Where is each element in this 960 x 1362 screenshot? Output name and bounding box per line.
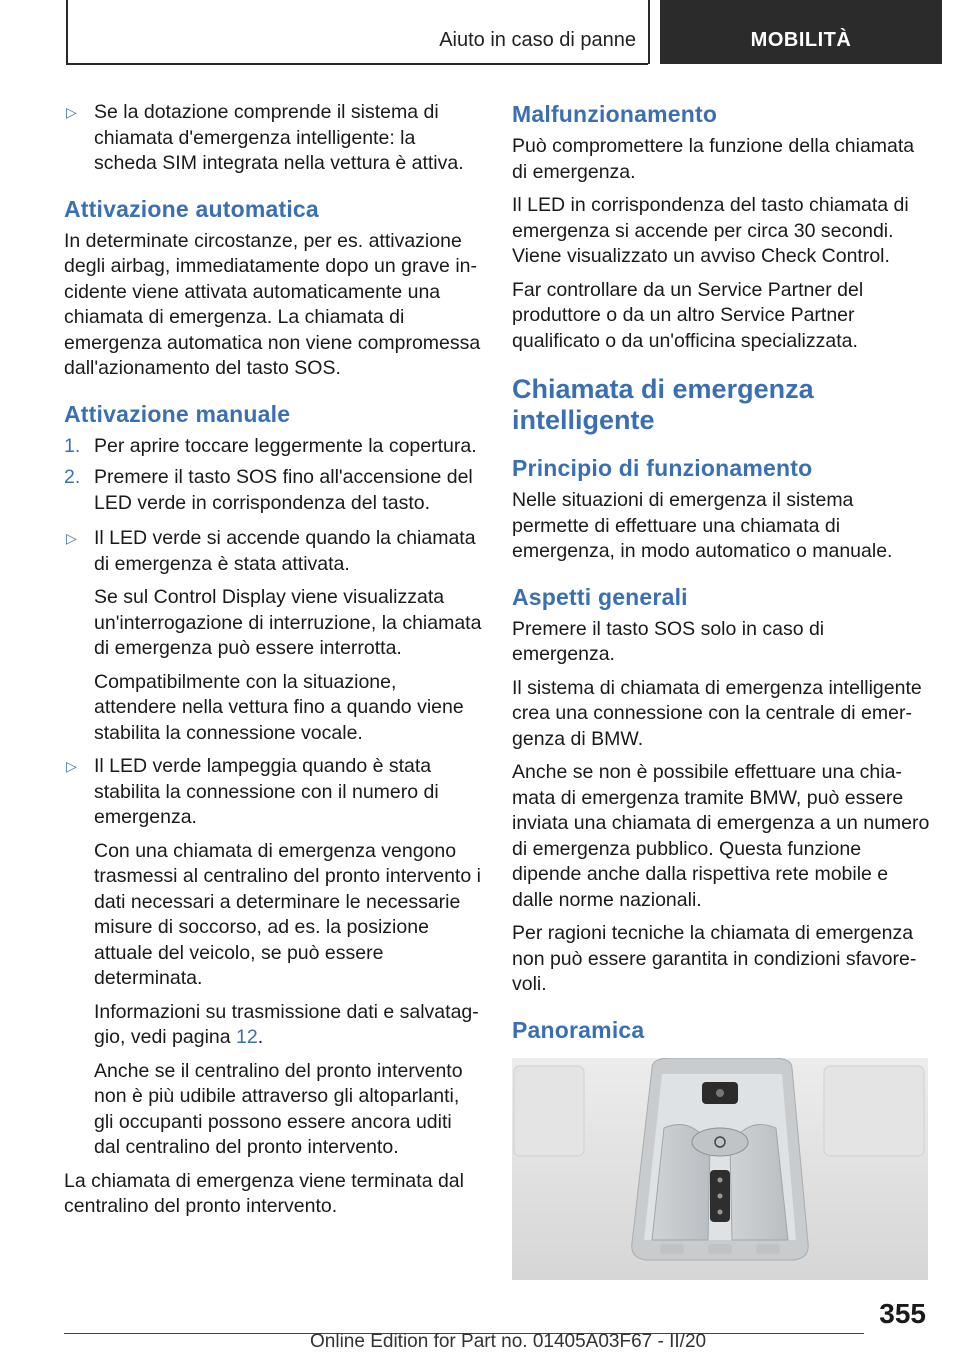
- paragraph-general-3: Anche se non è possibile effettuare una chiamata di emergenza tramite BMW, può essere inviata una chiamata di emergenza a un numero di emergenza pubblico. Questa funzione dipende anche dalla rispettiva rete mobile e dalle norme nazionali.: [512, 761, 930, 911]
- heading-manual-activation: Attivazione manuale: [64, 400, 291, 427]
- paragraph-general-4: Per ragioni tecniche la chiamata di emergenza non può essere garantita in condizioni sfavorevoli.: [512, 922, 917, 995]
- bullet-text: Se la dotazione comprende il sistema di chiamata d'emergenza intelligente: la scheda SIM integrata nella vettura è attiva.: [94, 101, 464, 174]
- indented-paragraph: Con una chiamata di emergenza vengono trasmessi al centralino del pronto intervento i dati necessari a determinare le necessarie misure di soccorso, ad es. la posizione attuale del veicolo, se può essere determinata.: [94, 839, 481, 989]
- paragraph-closing: La chiamata di emergenza viene terminata dal centralino del pronto intervento.: [64, 1169, 464, 1217]
- paragraph-malfunction-1: Può compromettere la funzione della chiamata di emergenza.: [512, 135, 915, 183]
- header-rule-bottom: [66, 63, 648, 65]
- paragraph-automatic: In determinate circostanze, per es. attivazione degli airbag, immediatamente dopo un grave incidente viene attivata automaticamente una chiamata di emergenza. La chiamata di emergenza automatica non viene compromessa dall'azionamento del tasto SOS.: [64, 229, 481, 379]
- ref-punct: .: [257, 1026, 264, 1048]
- overhead-console-photo: [512, 1058, 928, 1280]
- indented-paragraph: Se sul Control Display viene visualizzata un'interrogazione di interruzione, la chiamata di emergenza può essere interrotta.: [94, 586, 482, 659]
- page-number: 355: [879, 1298, 926, 1329]
- step-number: 2.: [64, 466, 81, 488]
- header-chapter-tab: MOBILITÀ: [660, 0, 942, 64]
- heading-general: Aspetti generali: [512, 583, 688, 610]
- step-text: Premere il tasto SOS fino all'accensione del LED verde in corrispondenza del tasto.: [94, 466, 473, 514]
- ref-text: Informazioni su trasmissione dati e salvataggio, vedi pagina: [94, 1000, 479, 1048]
- bullet-text: Il LED verde lampeggia quando è stata stabilita la connessione con il numero di emergenza.: [94, 755, 439, 828]
- heading-overview: Panoramica: [512, 1016, 645, 1043]
- indented-paragraph: Compatibilmente con la situazione, attendere nella vettura fino a quando viene stabilita la connessione vocale.: [94, 670, 464, 744]
- step-number: 1.: [64, 434, 81, 457]
- indented-paragraph: Anche se il centralino del pronto intervento non è più udibile attraverso gli altoparlanti, gli occupanti possono essere ancora uditi dal centralino del pronto intervento.: [94, 1059, 463, 1158]
- triangle-bullet-icon: ▷: [66, 530, 77, 546]
- triangle-bullet-icon: ▷: [66, 758, 77, 774]
- heading-automatic-activation: Attivazione automatica: [64, 195, 319, 222]
- heading-malfunction: Malfunzionamento: [512, 101, 718, 127]
- right-column: [512, 100, 930, 1280]
- overhead-console-illustration: [512, 1058, 928, 1280]
- bullet-item: [64, 100, 482, 177]
- page-reference-link[interactable]: 12: [236, 1026, 258, 1048]
- bullet-item: [64, 754, 482, 831]
- step-item: [64, 465, 482, 516]
- paragraph-malfunction-2: Il LED in corrispondenza del tasto chiamata di emergenza si accende per circa 30 secondi. Viene visualizzato un avviso Check Control.: [512, 194, 909, 267]
- indented-paragraph-with-link: [64, 1000, 482, 1051]
- paragraph-malfunction-3: Far controllare da un Service Partner del produttore o da un altro Service Partner qualificato o da un'officina specializzata.: [512, 278, 864, 352]
- paragraph-general-2: Il sistema di chiamata di emergenza intelligente crea una connessione con la centrale di emergenza di BMW.: [512, 676, 922, 750]
- left-column: [64, 100, 482, 1228]
- triangle-bullet-icon: ▷: [66, 104, 77, 120]
- paragraph-general-1: Premere il tasto SOS solo in caso di emergenza.: [512, 617, 825, 665]
- bullet-item: [64, 526, 482, 577]
- heading-principle: Principio di funzionamento: [512, 455, 813, 481]
- header-section-title: Aiuto in caso di panne: [439, 29, 636, 51]
- header-rule-left: [66, 0, 68, 64]
- paragraph-principle: Nelle situazioni di emergenza il sistema permette di effettuare una chiamata di emergenza, in modo automatico o manuale.: [512, 489, 893, 562]
- header-divider: [648, 0, 650, 64]
- bullet-text: Il LED verde si accende quando la chiamata di emergenza è stata attivata.: [94, 527, 476, 575]
- step-text: Per aprire toccare leggermente la copertura.: [94, 434, 477, 457]
- footer-edition: Online Edition for Part no. 01405A03F67 - II/20: [310, 1331, 707, 1352]
- step-item: [64, 434, 482, 460]
- heading-intelligent-emergency-call: Chiamata di emergenza intelligente: [512, 374, 814, 435]
